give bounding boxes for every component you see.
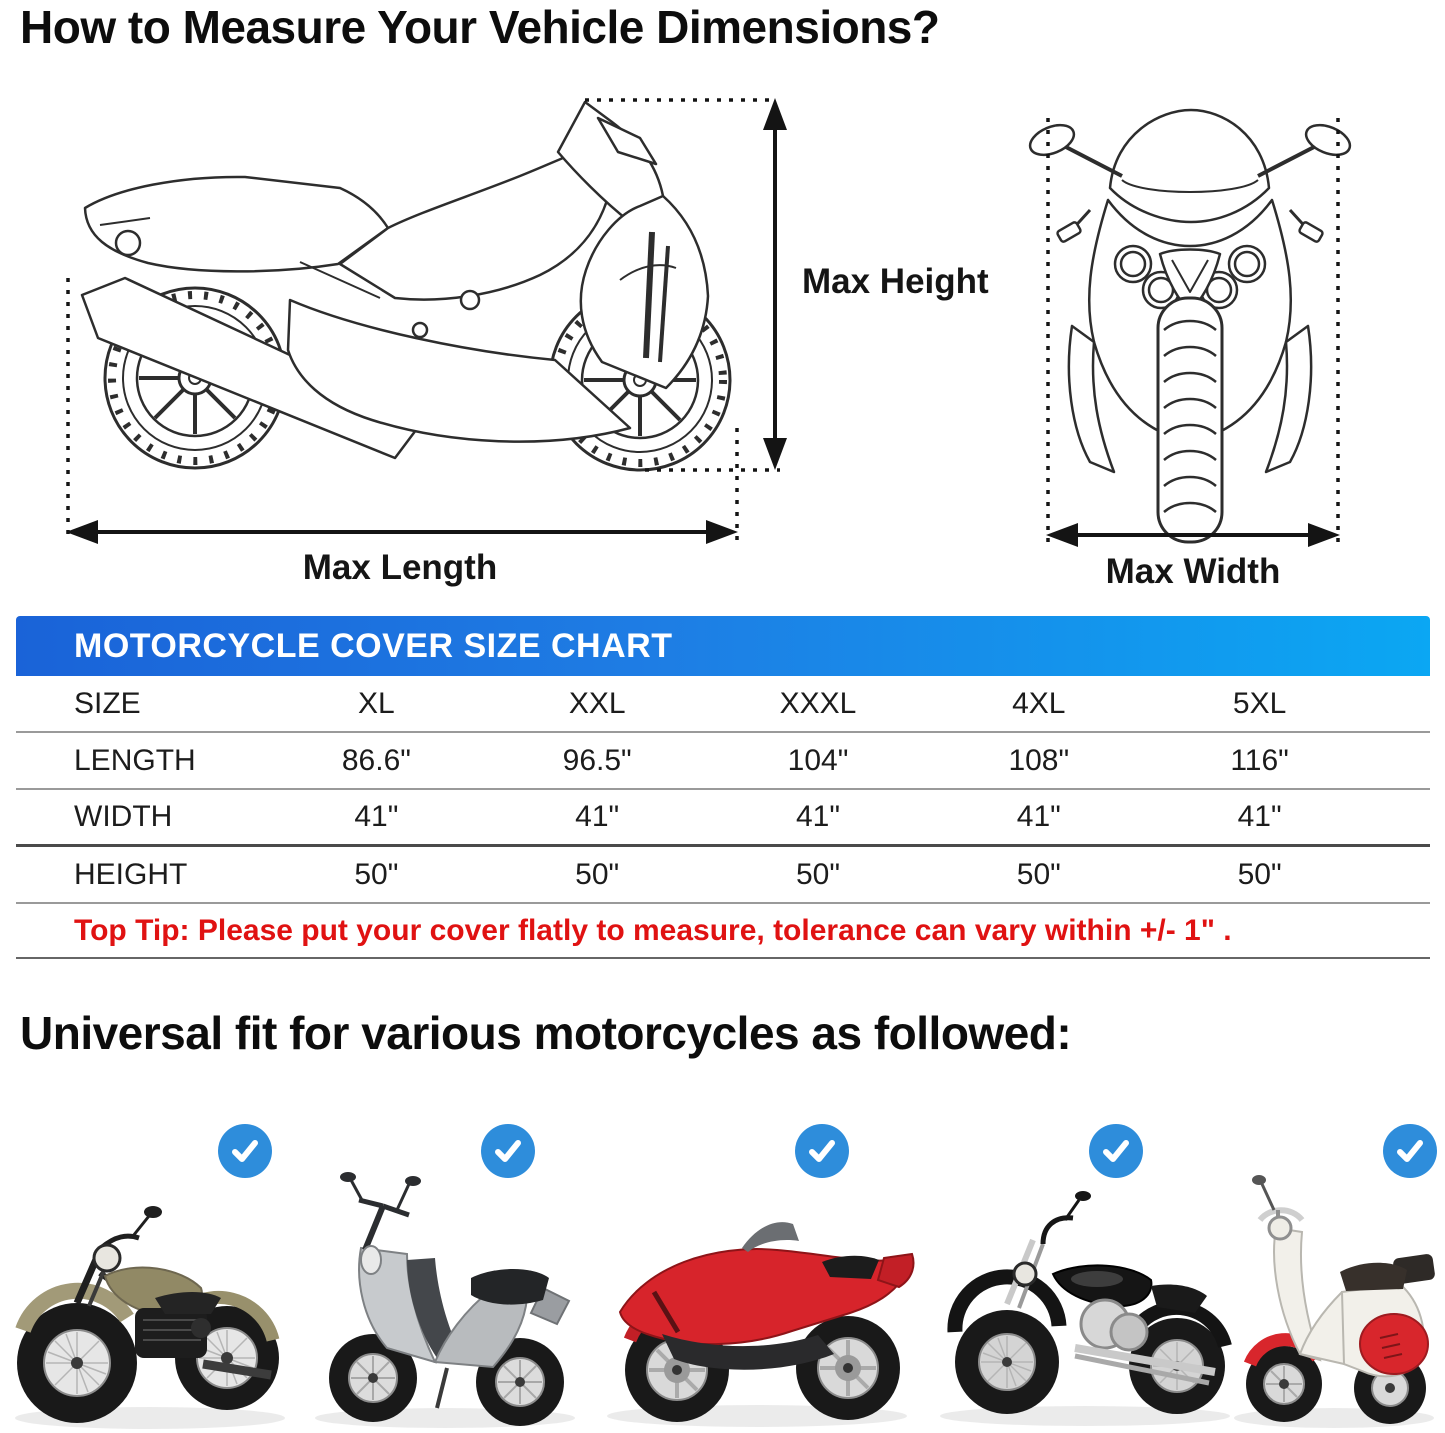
table-cell: 41" <box>1016 800 1061 833</box>
table-row-size <box>16 676 1430 733</box>
table-cell: 41" <box>1237 800 1282 833</box>
max-height-label: Max Height <box>802 262 989 301</box>
size-chart-header: MOTORCYCLE COVER SIZE CHART <box>16 616 1430 676</box>
table-cell: 50" <box>575 857 620 891</box>
max-width-label: Max Width <box>1105 552 1281 591</box>
table-row-width <box>16 790 1430 847</box>
top-tip-note: Top Tip: Please put your cover flatly to measure, tolerance can vary within +/- 1" . <box>16 904 1430 959</box>
table-cell: 41" <box>795 800 840 833</box>
column-header: 4XL <box>1012 686 1066 720</box>
table-row-length <box>16 733 1430 790</box>
gray-scooter-photo <box>295 1170 595 1433</box>
row-label: HEIGHT <box>74 857 188 891</box>
motorcycle-front-line-drawing <box>1026 110 1354 542</box>
row-label: LENGTH <box>74 743 196 777</box>
table-cell: 50" <box>1016 857 1061 891</box>
column-header: XXL <box>568 686 626 720</box>
table-cell: 41" <box>575 800 620 833</box>
checkmark-icon <box>1089 1124 1143 1178</box>
table-cell: 96.5" <box>562 743 632 777</box>
checkmark-icon <box>218 1124 272 1178</box>
table-row-height <box>16 847 1430 904</box>
max-length-label: Max Length <box>302 548 498 587</box>
table-cell: 50" <box>1237 857 1282 891</box>
table-cell: 104" <box>787 743 849 777</box>
black-cruiser-motorcycle-photo <box>925 1182 1245 1433</box>
universal-fit-heading: Universal fit for various motorcycles as followed: <box>20 1007 1072 1059</box>
table-cell: 108" <box>1008 743 1070 777</box>
table-cell: 50" <box>795 857 840 891</box>
red-white-vespa-scooter-photo <box>1222 1162 1445 1433</box>
column-header: XXXL <box>779 686 857 720</box>
column-header: 5XL <box>1232 686 1287 720</box>
table-cell: 116" <box>1230 743 1289 777</box>
page-title: How to Measure Your Vehicle Dimensions? <box>20 1 940 53</box>
measurement-diagram <box>0 0 1445 620</box>
column-header: XL <box>358 686 395 720</box>
row-label: SIZE <box>74 686 141 720</box>
table-cell: 50" <box>354 857 399 891</box>
olive-cruiser-motorcycle-photo <box>5 1178 295 1433</box>
size-chart-table <box>16 616 1430 959</box>
table-cell: 86.6" <box>341 743 411 777</box>
motorcycle-side-line-drawing <box>82 102 730 470</box>
red-sport-bike-photo <box>592 1162 922 1433</box>
row-label: WIDTH <box>74 800 173 833</box>
table-cell: 41" <box>354 800 399 833</box>
